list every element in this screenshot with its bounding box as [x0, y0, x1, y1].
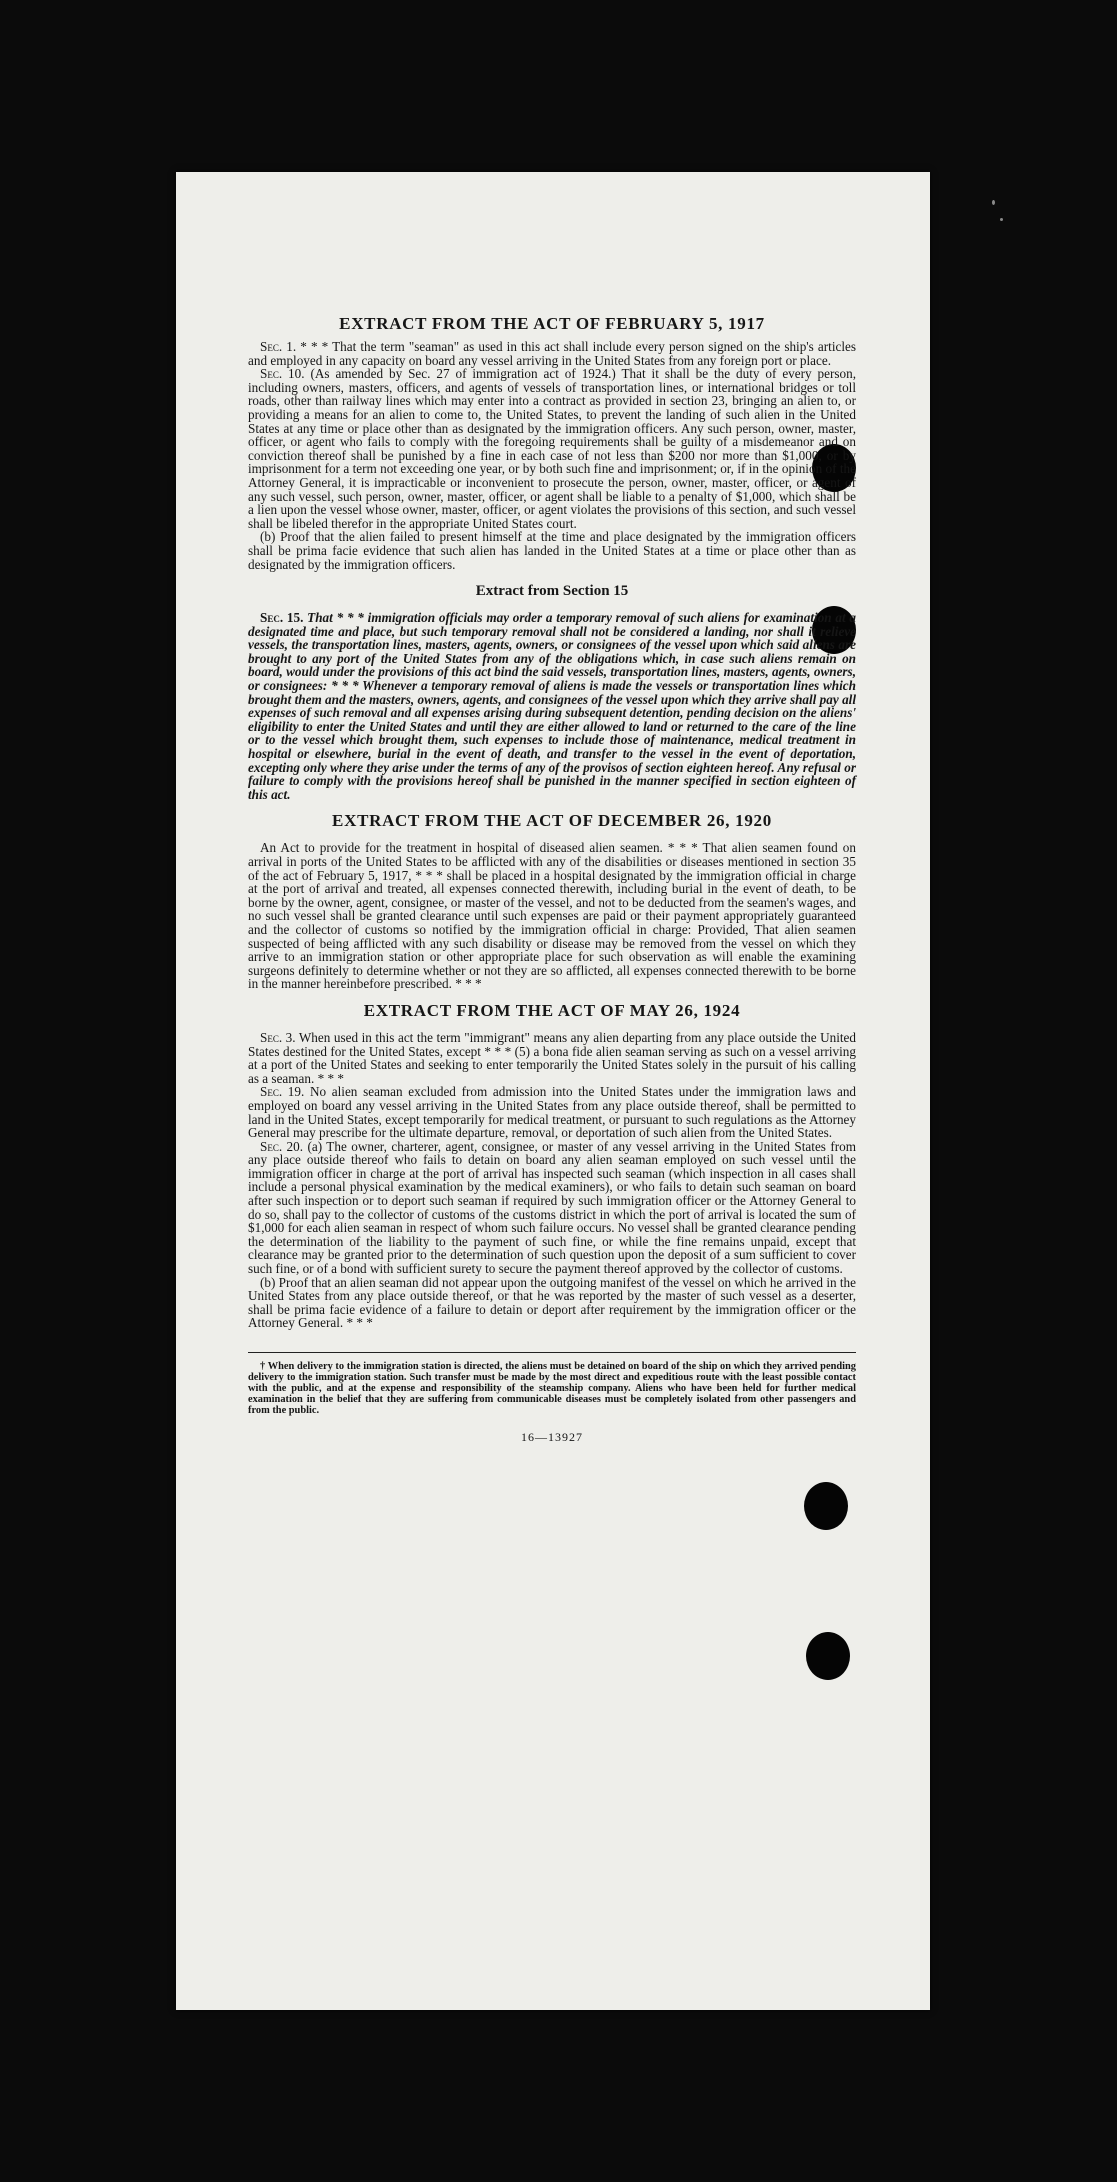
footnote	[248, 1361, 856, 1416]
section-19	[248, 1085, 856, 1139]
section-15-label: Sec. 15.	[260, 610, 304, 626]
section-3-label: Sec. 3.	[260, 1029, 296, 1045]
dust-speck	[1000, 218, 1003, 221]
section-3	[248, 1031, 856, 1085]
section-19-text: No alien seaman excluded from admission into the United States under the immigration laws and employed on board any vessel arriving in the United States from any place outside thereof, shall be permitted to land in the United States, except temporarily for medical treatment, or pursuant to such regulations as the Attorney General may prescribe for the ultimate departure, removal, or deportation of such alien from the United States.	[248, 1084, 857, 1141]
section-20-label: Sec. 20.	[260, 1138, 304, 1154]
section-20-text: (a) The owner, charterer, agent, consignee, or master of any vessel arriving in the United States from any place outside thereof who fails to detain on board any alien seaman employed on such vessel until the immigration officer in charge at the port of arrival has inspected such seaman (which inspection in all cases shall include a personal physical examination by the medical examiners), or who fails to detain such seaman on board after such inspection or to deport such seaman if required by such immigration officer or the Attorney General to do so, shall pay to the collector of customs of the customs district in which the port of arrival is located the sum of $1,000 for each alien seaman in respect of whom such failure occurs. No vessel shall be granted clearance pending the determination of the liability to the payment of such fine, or while the fine remains unpaid, except that clearance may be granted prior to the determination of such question upon the deposit of a sum sufficient to cover such fine, or of a bond with sufficient surety to secure the payment thereof approved by the collector of customs.	[248, 1138, 856, 1277]
act-1920-text: An Act to provide for the treatment in hospital of diseased alien seamen. * * * That alien seamen found on arrival in ports of the United States to be afflicted with any of the disabilities or diseases mentioned in section 35 of the act of February 5, 1917, * * * shall be placed in a hospital designated by the immigration official in charge at the port of arrival and treated, all expenses connected therewith, including burial in the event of death, to be borne by the owner, agent, consignee, or master of the vessel, and not to be deducted from the seamen's wages, and no such vessel shall be granted clearance until such expenses are paid or their payment appropriately guaranteed and the collector of customs so notified by the immigration official in charge: Provided, That alien seamen suspected of being afflicted with any such disability or disease may be removed from the vessel on which they arrive to an immigration station or other appropriate place for such observation as will enable the examining surgeons definitely to determine whether or not they are so afflicted, all expenses connected therewith to be borne in the manner hereinbefore prescribed. * * *	[248, 840, 856, 992]
section-1-text: * * * That the term "seaman" as used in this act shall include every person signed on the ship's articles and employed in any capacity on board any vessel arriving in the United States from any foreign port or place.	[248, 339, 856, 368]
document-body	[248, 314, 856, 1445]
section-15-text: That * * * immigration officials may order a temporary removal of such aliens for examination at a designated time and place, but such temporary removal shall not be considered a landing, nor shall it relieve vessels, the transportation lines, masters, agents, owners, or consignees of the vessel upon which said aliens are brought to any port of the United States from any of the obligations which, in case such aliens remain on board, would under the provisions of this act bind the said vessels, transportation lines, masters, agents, owners, or consignees: * * * Whenever a temporary removal of aliens is made the vessels or transportation lines which brought them and the masters, owners, agents, and consignees of the vessel upon which they arrive shall pay all expenses of such removal and all expenses arising during subsequent detention, pending decision on the aliens' eligibility to enter the United States and until they are either allowed to land or returned to the care of the line or to the vessel which brought them, such expenses to include those of maintenance, medical treatment in hospital or elsewhere, burial in the event of death, and transfer to the vessel in the event of deportation, excepting only where they arise under the terms of any of the provisos of section eighteen hereof. Any refusal or failure to comply with the provisions hereof shall be punished in the manner specified in section eighteen of this act.	[248, 610, 857, 802]
section-15	[248, 611, 856, 801]
dust-speck	[992, 200, 995, 205]
footnote-text: † When delivery to the immigration station is directed, the aliens must be detained on board of the ship on which they arrived pending delivery to the immigration station. Such transfer must be made by the most direct and expeditious route with the least possible contact with the public, and at the expense and responsibility of the steamship company. Aliens who have been held for further medical examination in the belief that they are suffering from communicable diseases must be completely isolated from other passengers and from the public.	[248, 1361, 856, 1416]
section-1-label: Sec. 1.	[260, 339, 297, 354]
section-19-label: Sec. 19.	[260, 1084, 305, 1100]
section-10-text: (As amended by Sec. 27 of immigration act of 1924.) That it shall be the duty of every person, including owners, masters, officers, and agents of vessels of transportation lines, or international bridges or toll roads, other than railway lines which may enter into a contract as provided in section 23, bringing an alien to, or providing a means for an alien to come to, the United States, to prevent the landing of such alien in the United States at any time or place other than as designated by the immigration officers. Any such person, owner, master, officer, or agent who fails to comply with the foregoing requirements shall be guilty of a misdemeanor and on conviction thereof shall be punished by a fine in each case of not less than $200 nor more than $1,000, or by imprisonment for a term not exceeding one year, or by both such fine and imprisonment; or, if in the opinion of the Attorney General, it is impracticable or inconvenient to prosecute the person, owner, master, officer, or agent of any such vessel, such person, owner, master, officer, or agent shall be liable to a penalty of $1,000, which shall be a lien upon the vessel whose owner, master, officer, or agent violates the provisions of this section, and such vessel shall be libeled therefor in the appropriate United States court.	[248, 366, 856, 531]
punch-hole	[804, 1482, 848, 1530]
heading-act-1924: EXTRACT FROM THE ACT OF MAY 26, 1924	[363, 1000, 741, 1020]
document-page	[176, 172, 930, 2010]
footnote-divider	[248, 1352, 856, 1353]
section-10-label: Sec. 10.	[260, 366, 305, 382]
section-10	[248, 367, 856, 530]
form-code: 16—13927	[521, 1430, 583, 1444]
section-20	[248, 1140, 856, 1276]
section-3-text: When used in this act the term "immigrant" means any alien departing from any place outside the United States destined for the United States, except * * * (5) a bona fide alien seaman serving as such on a vessel arriving at a port of the United States and seeking to enter temporarily the United States solely in the pursuit of his calling as a seaman. * * *	[248, 1029, 856, 1086]
heading-act-1920: EXTRACT FROM THE ACT OF DECEMBER 26, 1920	[332, 811, 772, 831]
section-10-b: (b) Proof that the alien failed to present himself at the time and place designated by the immigration officers shall be prima facie evidence that such alien has landed in the United States at a time or place other than as designated by the immigration officers.	[248, 529, 856, 572]
punch-hole	[806, 1632, 850, 1680]
section-1	[248, 340, 856, 367]
heading-section-15: Extract from Section 15	[475, 583, 629, 600]
heading-act-1917: EXTRACT FROM THE ACT OF FEBRUARY 5, 1917	[339, 314, 765, 333]
section-20-b: (b) Proof that an alien seaman did not appear upon the outgoing manifest of the vessel on which he arrived in the United States from any place outside thereof, or that he was reported by the master of such vessel as a deserter, shall be prima facie evidence of a failure to detain or deport after requirement by the immigration officer or the Attorney General. * * *	[248, 1274, 856, 1331]
